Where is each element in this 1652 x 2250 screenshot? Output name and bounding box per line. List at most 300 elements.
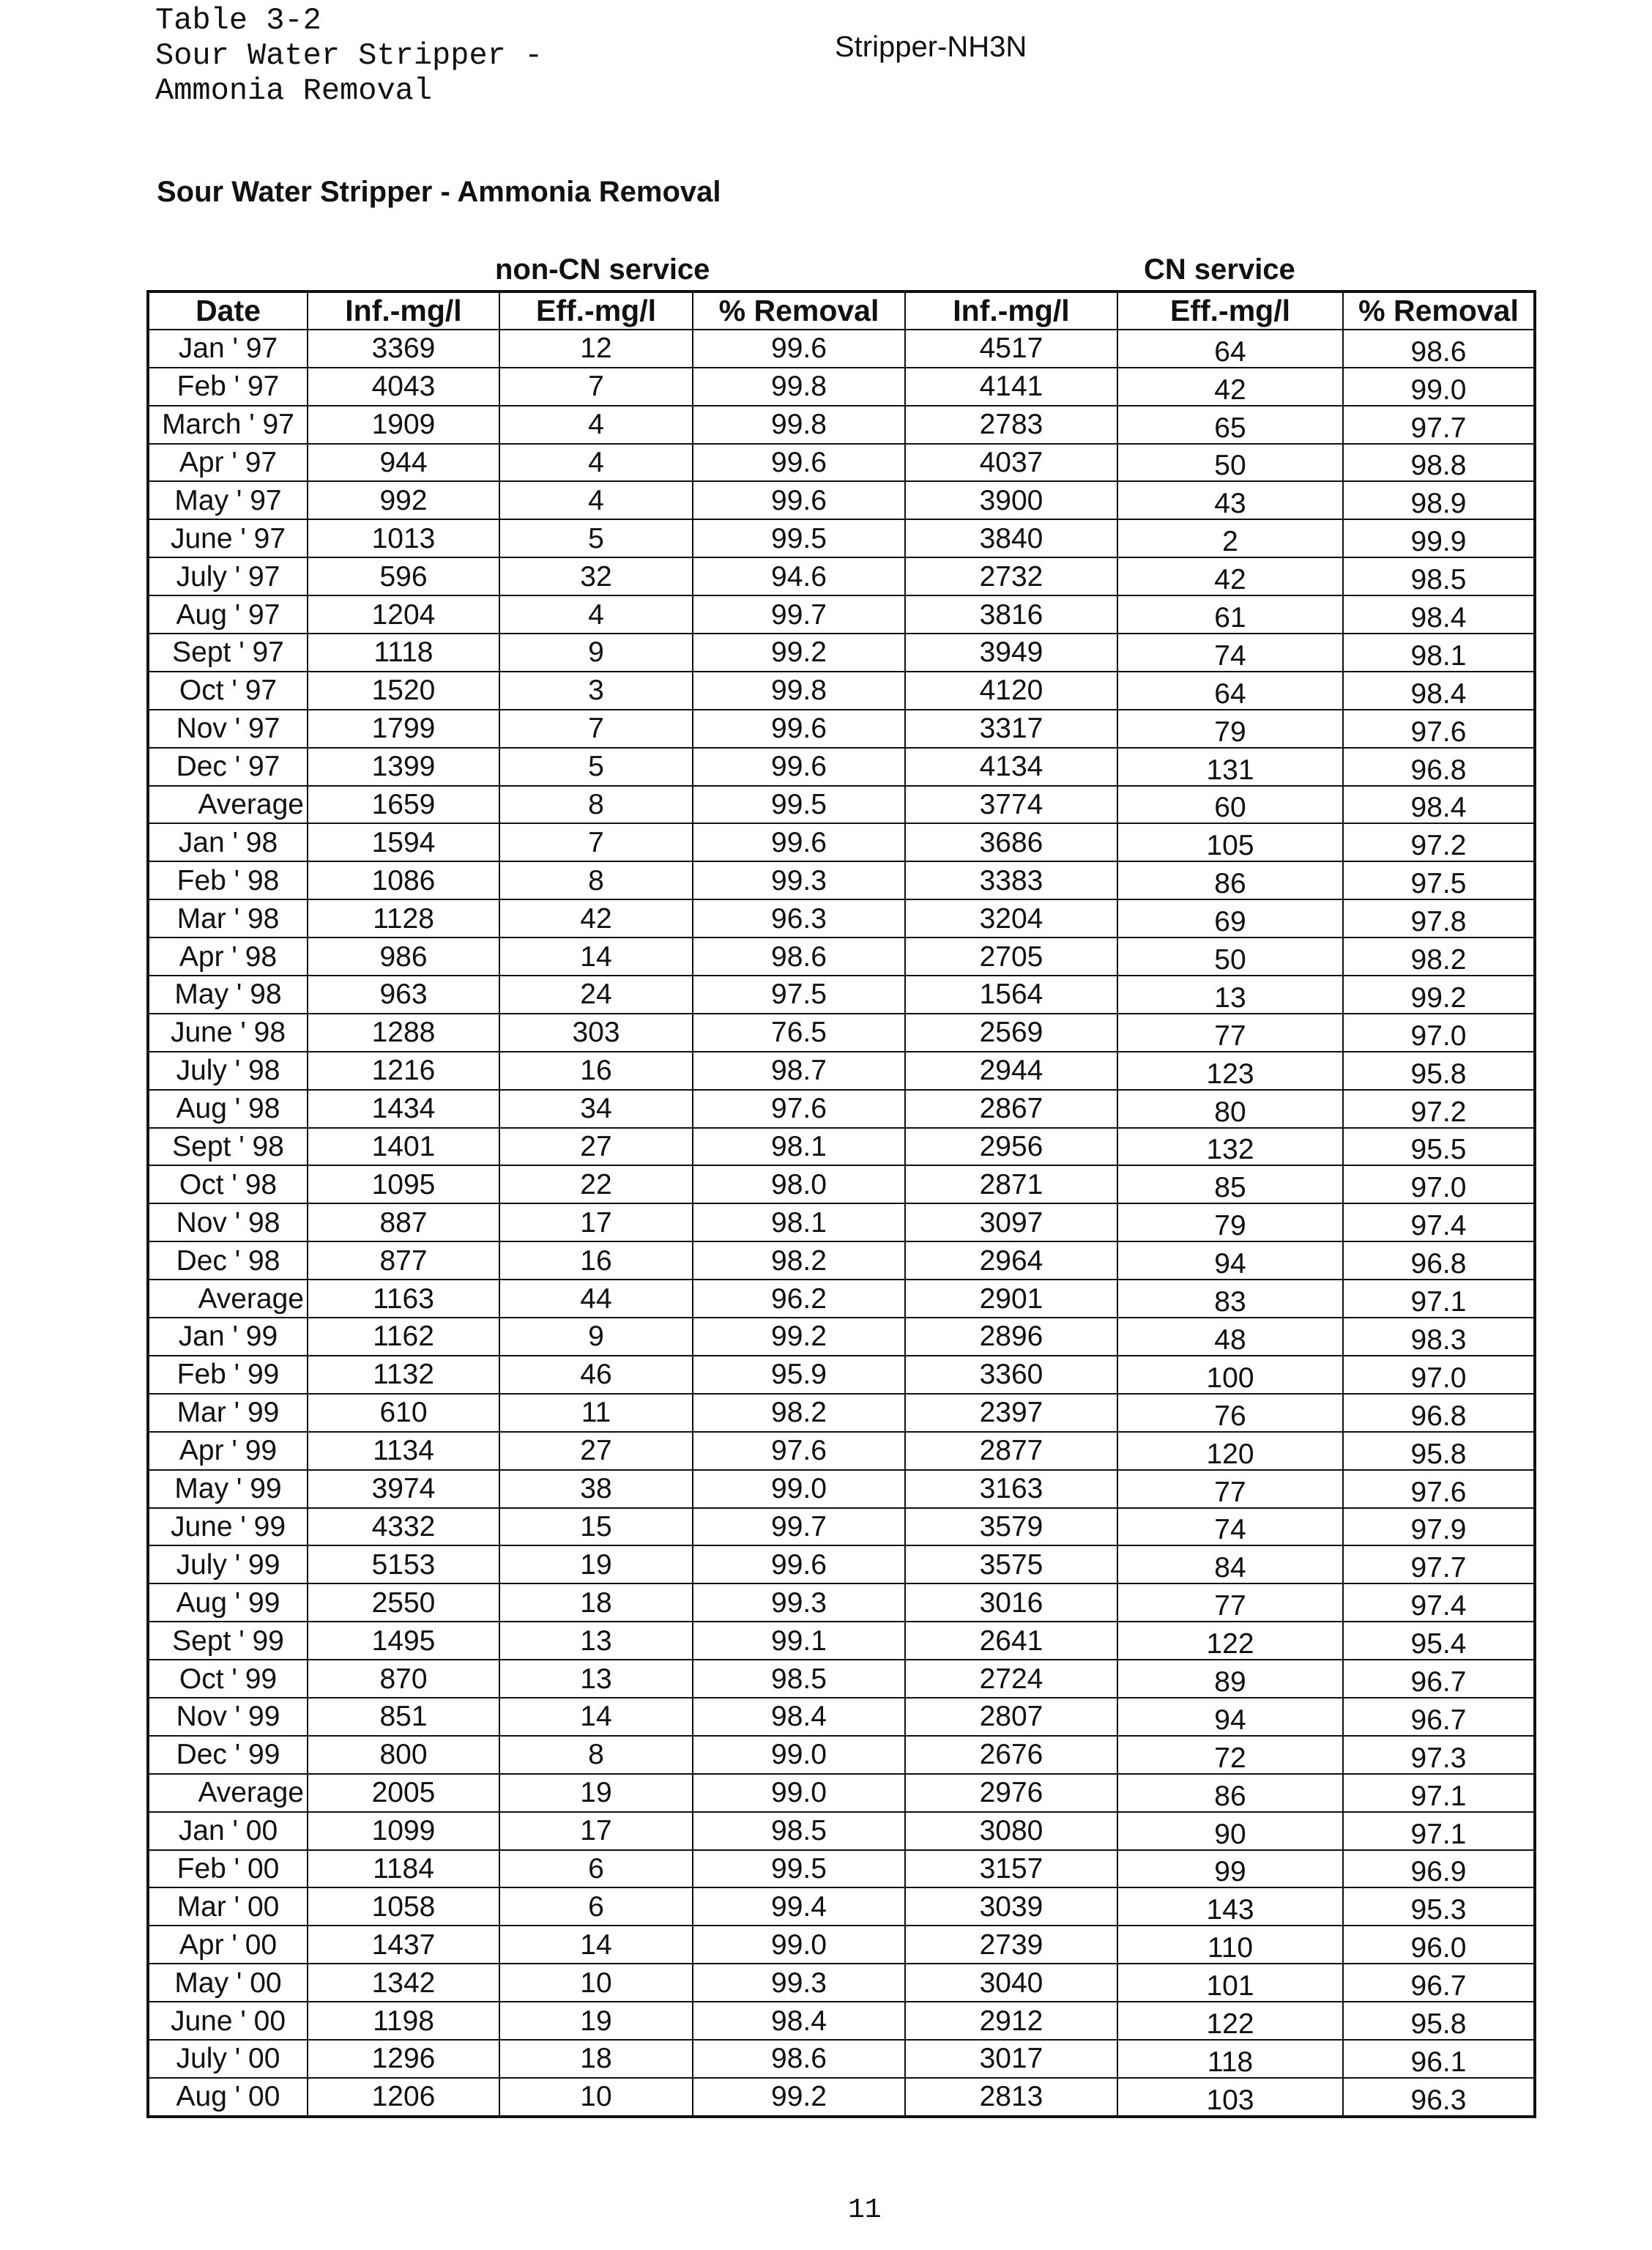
- cn-influent-cell: 3686: [905, 823, 1117, 861]
- noncn-influent-cell: 1134: [308, 1432, 499, 1470]
- noncn-effluent-cell: 8: [499, 786, 693, 824]
- header-noncn-influent: Inf.-mg/l: [308, 292, 499, 330]
- noncn-effluent-cell: 6: [499, 1850, 693, 1888]
- noncn-removal-cell: 99.0: [693, 1926, 905, 1964]
- cn-influent-cell: 3575: [905, 1545, 1117, 1583]
- cn-removal-cell: 99.2: [1343, 976, 1535, 1014]
- cn-removal-cell: 98.4: [1343, 672, 1535, 710]
- cn-effluent-cell: 69: [1117, 899, 1343, 938]
- noncn-removal-cell: 98.5: [693, 1812, 905, 1850]
- date-cell: May ' 97: [148, 481, 308, 519]
- noncn-removal-cell: 98.6: [693, 938, 905, 976]
- date-cell: May ' 98: [148, 976, 308, 1014]
- cn-effluent-cell: 118: [1117, 2040, 1343, 2078]
- table-row: [148, 1052, 1535, 1090]
- noncn-effluent-cell: 13: [499, 1660, 693, 1698]
- cn-influent-cell: 3579: [905, 1508, 1117, 1546]
- noncn-influent-cell: 851: [308, 1698, 499, 1736]
- cn-influent-cell: 3816: [905, 595, 1117, 634]
- date-cell: Aug ' 99: [148, 1583, 308, 1622]
- noncn-effluent-cell: 16: [499, 1241, 693, 1280]
- noncn-removal-cell: 98.4: [693, 1698, 905, 1736]
- date-cell: Apr ' 97: [148, 444, 308, 482]
- noncn-effluent-cell: 19: [499, 1774, 693, 1812]
- noncn-removal-cell: 99.2: [693, 2078, 905, 2117]
- noncn-effluent-cell: 42: [499, 899, 693, 938]
- table-row: [148, 1470, 1535, 1508]
- date-cell: Mar ' 99: [148, 1394, 308, 1432]
- cn-influent-cell: 2739: [905, 1926, 1117, 1964]
- cn-removal-cell: 97.9: [1343, 1508, 1535, 1546]
- cn-effluent-cell: 90: [1117, 1812, 1343, 1850]
- noncn-effluent-cell: 17: [499, 1812, 693, 1850]
- cn-influent-cell: 2901: [905, 1280, 1117, 1318]
- noncn-removal-cell: 95.9: [693, 1356, 905, 1394]
- cn-influent-cell: 2732: [905, 557, 1117, 595]
- noncn-effluent-cell: 14: [499, 938, 693, 976]
- noncn-influent-cell: 870: [308, 1660, 499, 1698]
- cn-effluent-cell: 76: [1117, 1394, 1343, 1432]
- noncn-removal-cell: 99.0: [693, 1470, 905, 1508]
- cn-removal-cell: 97.3: [1343, 1736, 1535, 1774]
- noncn-influent-cell: 887: [308, 1203, 499, 1241]
- noncn-removal-cell: 99.6: [693, 748, 905, 786]
- cn-removal-cell: 97.1: [1343, 1774, 1535, 1812]
- cn-effluent-cell: 132: [1117, 1128, 1343, 1166]
- noncn-removal-cell: 99.6: [693, 481, 905, 519]
- cn-influent-cell: 3017: [905, 2040, 1117, 2078]
- noncn-removal-cell: 97.6: [693, 1090, 905, 1128]
- noncn-influent-cell: 3369: [308, 330, 499, 368]
- cn-influent-cell: 3840: [905, 519, 1117, 557]
- noncn-influent-cell: 3974: [308, 1470, 499, 1508]
- cn-removal-cell: 96.1: [1343, 2040, 1535, 2078]
- noncn-removal-cell: 98.2: [693, 1394, 905, 1432]
- date-cell: Oct ' 97: [148, 672, 308, 710]
- noncn-effluent-cell: 4: [499, 444, 693, 482]
- noncn-removal-cell: 99.7: [693, 595, 905, 634]
- cn-effluent-cell: 13: [1117, 976, 1343, 1014]
- cn-effluent-cell: 60: [1117, 786, 1343, 824]
- table-row: [148, 368, 1535, 406]
- noncn-removal-cell: 99.0: [693, 1774, 905, 1812]
- noncn-removal-cell: 98.6: [693, 2040, 905, 2078]
- table-row: [148, 444, 1535, 482]
- cn-effluent-cell: 89: [1117, 1660, 1343, 1698]
- cn-removal-cell: 96.7: [1343, 1964, 1535, 2002]
- table-row: [148, 2078, 1535, 2117]
- date-cell: July ' 97: [148, 557, 308, 595]
- noncn-effluent-cell: 15: [499, 1508, 693, 1546]
- noncn-effluent-cell: 4: [499, 595, 693, 634]
- table-row: [148, 938, 1535, 976]
- cn-removal-cell: 95.3: [1343, 1887, 1535, 1926]
- cn-influent-cell: 2705: [905, 938, 1117, 976]
- cn-effluent-cell: 105: [1117, 823, 1343, 861]
- cn-influent-cell: 2956: [905, 1128, 1117, 1166]
- cn-influent-cell: 3774: [905, 786, 1117, 824]
- cn-influent-cell: 2944: [905, 1052, 1117, 1090]
- table-row: [148, 1128, 1535, 1166]
- noncn-effluent-cell: 19: [499, 1545, 693, 1583]
- cn-influent-cell: 3080: [905, 1812, 1117, 1850]
- table-row: [148, 1622, 1535, 1660]
- date-cell: March ' 97: [148, 406, 308, 444]
- cn-removal-cell: 95.5: [1343, 1128, 1535, 1166]
- noncn-influent-cell: 1132: [308, 1356, 499, 1394]
- cn-influent-cell: 2641: [905, 1622, 1117, 1660]
- date-cell: Feb ' 98: [148, 861, 308, 899]
- noncn-removal-cell: 99.0: [693, 1736, 905, 1774]
- cn-removal-cell: 98.9: [1343, 481, 1535, 519]
- noncn-effluent-cell: 5: [499, 519, 693, 557]
- noncn-influent-cell: 1520: [308, 672, 499, 710]
- noncn-effluent-cell: 38: [499, 1470, 693, 1508]
- noncn-influent-cell: 1086: [308, 861, 499, 899]
- noncn-effluent-cell: 13: [499, 1622, 693, 1660]
- cn-removal-cell: 98.5: [1343, 557, 1535, 595]
- cn-removal-cell: 98.8: [1343, 444, 1535, 482]
- cn-effluent-cell: 94: [1117, 1241, 1343, 1280]
- noncn-influent-cell: 1594: [308, 823, 499, 861]
- caption-line-3: Ammonia Removal: [155, 73, 433, 108]
- cn-removal-cell: 97.0: [1343, 1165, 1535, 1203]
- noncn-influent-cell: 1206: [308, 2078, 499, 2117]
- noncn-effluent-cell: 44: [499, 1280, 693, 1318]
- table-row: [148, 2002, 1535, 2040]
- noncn-effluent-cell: 11: [499, 1394, 693, 1432]
- date-cell: Feb ' 99: [148, 1356, 308, 1394]
- date-cell: May ' 00: [148, 1964, 308, 2002]
- date-cell: Jan ' 00: [148, 1812, 308, 1850]
- table-row: [148, 1736, 1535, 1774]
- cn-removal-cell: 99.0: [1343, 368, 1535, 406]
- noncn-influent-cell: 1288: [308, 1014, 499, 1052]
- table-row: [148, 595, 1535, 634]
- noncn-influent-cell: 1184: [308, 1850, 499, 1888]
- table-row: [148, 1165, 1535, 1203]
- table-row: [148, 2040, 1535, 2078]
- date-cell: July ' 00: [148, 2040, 308, 2078]
- noncn-removal-cell: 97.6: [693, 1432, 905, 1470]
- noncn-influent-cell: 877: [308, 1241, 499, 1280]
- cn-removal-cell: 97.1: [1343, 1280, 1535, 1318]
- cn-removal-cell: 97.6: [1343, 1470, 1535, 1508]
- noncn-influent-cell: 1118: [308, 634, 499, 672]
- cn-influent-cell: 3949: [905, 634, 1117, 672]
- cn-removal-cell: 95.8: [1343, 1052, 1535, 1090]
- cn-effluent-cell: 120: [1117, 1432, 1343, 1470]
- noncn-influent-cell: 1799: [308, 710, 499, 748]
- table-row: [148, 672, 1535, 710]
- cn-effluent-cell: 86: [1117, 861, 1343, 899]
- date-cell: Apr ' 00: [148, 1926, 308, 1964]
- noncn-removal-cell: 98.1: [693, 1203, 905, 1241]
- noncn-influent-cell: 1296: [308, 2040, 499, 2078]
- table-body: [148, 330, 1535, 2117]
- noncn-effluent-cell: 7: [499, 368, 693, 406]
- noncn-removal-cell: 99.3: [693, 1964, 905, 2002]
- table-row: [148, 1280, 1535, 1318]
- cn-effluent-cell: 122: [1117, 2002, 1343, 2040]
- cn-effluent-cell: 110: [1117, 1926, 1343, 1964]
- noncn-removal-cell: 99.5: [693, 786, 905, 824]
- table-row: [148, 634, 1535, 672]
- cn-effluent-cell: 85: [1117, 1165, 1343, 1203]
- table-row: [148, 1014, 1535, 1052]
- noncn-effluent-cell: 8: [499, 861, 693, 899]
- date-cell: Oct ' 98: [148, 1165, 308, 1203]
- noncn-removal-cell: 99.7: [693, 1508, 905, 1546]
- group-label-non-cn-service: non-CN service: [495, 253, 710, 286]
- date-cell: Dec ' 97: [148, 748, 308, 786]
- date-cell: Jan ' 99: [148, 1318, 308, 1356]
- cn-removal-cell: 98.3: [1343, 1318, 1535, 1356]
- cn-influent-cell: 2912: [905, 2002, 1117, 2040]
- cn-influent-cell: 3900: [905, 481, 1117, 519]
- table-row: [148, 899, 1535, 938]
- noncn-influent-cell: 1099: [308, 1812, 499, 1850]
- table-row: [148, 1090, 1535, 1128]
- header-date: Date: [148, 292, 308, 330]
- noncn-influent-cell: 1342: [308, 1964, 499, 2002]
- table-row: [148, 748, 1535, 786]
- table-row: [148, 481, 1535, 519]
- noncn-removal-cell: 99.2: [693, 634, 905, 672]
- cn-effluent-cell: 80: [1117, 1090, 1343, 1128]
- noncn-influent-cell: 1659: [308, 786, 499, 824]
- cn-effluent-cell: 84: [1117, 1545, 1343, 1583]
- noncn-removal-cell: 99.8: [693, 672, 905, 710]
- date-cell: Mar ' 00: [148, 1887, 308, 1926]
- date-cell: June ' 99: [148, 1508, 308, 1546]
- cn-effluent-cell: 50: [1117, 938, 1343, 976]
- cn-influent-cell: 3040: [905, 1964, 1117, 2002]
- cn-influent-cell: 2783: [905, 406, 1117, 444]
- cn-influent-cell: 3383: [905, 861, 1117, 899]
- header-noncn-effluent: Eff.-mg/l: [499, 292, 693, 330]
- date-cell: June ' 00: [148, 2002, 308, 2040]
- table-row: [148, 1774, 1535, 1812]
- table-row: [148, 557, 1535, 595]
- cn-effluent-cell: 2: [1117, 519, 1343, 557]
- date-cell: June ' 97: [148, 519, 308, 557]
- table-row: [148, 1545, 1535, 1583]
- date-cell: July ' 98: [148, 1052, 308, 1090]
- cn-influent-cell: 3097: [905, 1203, 1117, 1241]
- cn-removal-cell: 97.0: [1343, 1356, 1535, 1394]
- date-cell: Sept ' 97: [148, 634, 308, 672]
- date-cell: Aug ' 00: [148, 2078, 308, 2117]
- cn-effluent-cell: 61: [1117, 595, 1343, 634]
- noncn-influent-cell: 2005: [308, 1774, 499, 1812]
- noncn-influent-cell: 2550: [308, 1583, 499, 1622]
- noncn-effluent-cell: 24: [499, 976, 693, 1014]
- table-row: [148, 1356, 1535, 1394]
- date-cell: Jan ' 97: [148, 330, 308, 368]
- cn-effluent-cell: 83: [1117, 1280, 1343, 1318]
- noncn-effluent-cell: 18: [499, 1583, 693, 1622]
- cn-removal-cell: 95.4: [1343, 1622, 1535, 1660]
- noncn-removal-cell: 96.2: [693, 1280, 905, 1318]
- noncn-removal-cell: 99.3: [693, 1583, 905, 1622]
- noncn-removal-cell: 99.5: [693, 1850, 905, 1888]
- noncn-effluent-cell: 27: [499, 1128, 693, 1166]
- noncn-effluent-cell: 14: [499, 1698, 693, 1736]
- noncn-influent-cell: 1434: [308, 1090, 499, 1128]
- table-row: [148, 330, 1535, 368]
- cn-influent-cell: 1564: [905, 976, 1117, 1014]
- table-row: [148, 1850, 1535, 1888]
- cn-removal-cell: 97.4: [1343, 1583, 1535, 1622]
- noncn-removal-cell: 98.0: [693, 1165, 905, 1203]
- cn-removal-cell: 96.8: [1343, 1394, 1535, 1432]
- noncn-removal-cell: 98.5: [693, 1660, 905, 1698]
- table-row: [148, 1203, 1535, 1241]
- cn-effluent-cell: 64: [1117, 330, 1343, 368]
- noncn-effluent-cell: 19: [499, 2002, 693, 2040]
- noncn-effluent-cell: 7: [499, 823, 693, 861]
- noncn-removal-cell: 99.6: [693, 1545, 905, 1583]
- table-caption: [155, 3, 543, 108]
- date-cell: Sept ' 98: [148, 1128, 308, 1166]
- cn-influent-cell: 2964: [905, 1241, 1117, 1280]
- cn-removal-cell: 98.6: [1343, 330, 1535, 368]
- cn-influent-cell: 4141: [905, 368, 1117, 406]
- noncn-removal-cell: 99.6: [693, 823, 905, 861]
- cn-effluent-cell: 77: [1117, 1470, 1343, 1508]
- noncn-effluent-cell: 18: [499, 2040, 693, 2078]
- date-cell: Average: [148, 1774, 308, 1812]
- noncn-influent-cell: 1437: [308, 1926, 499, 1964]
- noncn-influent-cell: 596: [308, 557, 499, 595]
- noncn-removal-cell: 99.6: [693, 444, 905, 482]
- cn-influent-cell: 3016: [905, 1583, 1117, 1622]
- noncn-removal-cell: 99.3: [693, 861, 905, 899]
- noncn-influent-cell: 1095: [308, 1165, 499, 1203]
- cn-removal-cell: 97.5: [1343, 861, 1535, 899]
- cn-influent-cell: 4037: [905, 444, 1117, 482]
- cn-influent-cell: 2807: [905, 1698, 1117, 1736]
- date-cell: Apr ' 98: [148, 938, 308, 976]
- cn-removal-cell: 97.8: [1343, 899, 1535, 938]
- noncn-influent-cell: 4043: [308, 368, 499, 406]
- noncn-influent-cell: 1162: [308, 1318, 499, 1356]
- cn-effluent-cell: 65: [1117, 406, 1343, 444]
- cn-influent-cell: 4517: [905, 330, 1117, 368]
- cn-influent-cell: 2397: [905, 1394, 1117, 1432]
- noncn-influent-cell: 1399: [308, 748, 499, 786]
- caption-line-2: Sour Water Stripper -: [155, 38, 543, 73]
- table-row: [148, 1318, 1535, 1356]
- noncn-removal-cell: 98.2: [693, 1241, 905, 1280]
- table-row: [148, 1926, 1535, 1964]
- date-cell: May ' 99: [148, 1470, 308, 1508]
- noncn-influent-cell: 1216: [308, 1052, 499, 1090]
- date-cell: Sept ' 99: [148, 1622, 308, 1660]
- noncn-effluent-cell: 10: [499, 1964, 693, 2002]
- noncn-effluent-cell: 46: [499, 1356, 693, 1394]
- header-noncn-removal: % Removal: [693, 292, 905, 330]
- table-row: [148, 1660, 1535, 1698]
- noncn-influent-cell: 1128: [308, 899, 499, 938]
- noncn-removal-cell: 99.8: [693, 368, 905, 406]
- date-cell: Dec ' 98: [148, 1241, 308, 1280]
- cn-influent-cell: 2724: [905, 1660, 1117, 1698]
- date-cell: Nov ' 99: [148, 1698, 308, 1736]
- noncn-removal-cell: 99.2: [693, 1318, 905, 1356]
- table-row: [148, 1241, 1535, 1280]
- noncn-effluent-cell: 22: [499, 1165, 693, 1203]
- cn-influent-cell: 3163: [905, 1470, 1117, 1508]
- cn-effluent-cell: 48: [1117, 1318, 1343, 1356]
- cn-removal-cell: 96.0: [1343, 1926, 1535, 1964]
- noncn-influent-cell: 963: [308, 976, 499, 1014]
- noncn-influent-cell: 5153: [308, 1545, 499, 1583]
- noncn-effluent-cell: 3: [499, 672, 693, 710]
- noncn-removal-cell: 99.4: [693, 1887, 905, 1926]
- cn-influent-cell: 3360: [905, 1356, 1117, 1394]
- cn-effluent-cell: 103: [1117, 2078, 1343, 2117]
- cn-influent-cell: 2896: [905, 1318, 1117, 1356]
- date-cell: June ' 98: [148, 1014, 308, 1052]
- cn-influent-cell: 4120: [905, 672, 1117, 710]
- noncn-influent-cell: 1163: [308, 1280, 499, 1318]
- noncn-removal-cell: 99.5: [693, 519, 905, 557]
- noncn-effluent-cell: 14: [499, 1926, 693, 1964]
- noncn-influent-cell: 1013: [308, 519, 499, 557]
- cn-removal-cell: 97.1: [1343, 1812, 1535, 1850]
- date-cell: Nov ' 98: [148, 1203, 308, 1241]
- table-row: [148, 786, 1535, 824]
- cn-influent-cell: 2813: [905, 2078, 1117, 2117]
- noncn-influent-cell: 944: [308, 444, 499, 482]
- cn-influent-cell: 2867: [905, 1090, 1117, 1128]
- cn-removal-cell: 98.2: [1343, 938, 1535, 976]
- table-row: [148, 1698, 1535, 1736]
- date-cell: Nov ' 97: [148, 710, 308, 748]
- noncn-effluent-cell: 303: [499, 1014, 693, 1052]
- table-row: [148, 976, 1535, 1014]
- date-cell: Apr ' 99: [148, 1432, 308, 1470]
- noncn-removal-cell: 98.1: [693, 1128, 905, 1166]
- noncn-removal-cell: 98.4: [693, 2002, 905, 2040]
- noncn-effluent-cell: 9: [499, 1318, 693, 1356]
- cn-effluent-cell: 79: [1117, 710, 1343, 748]
- cn-effluent-cell: 42: [1117, 557, 1343, 595]
- cn-effluent-cell: 72: [1117, 1736, 1343, 1774]
- noncn-removal-cell: 99.6: [693, 710, 905, 748]
- table-row: [148, 406, 1535, 444]
- noncn-removal-cell: 98.7: [693, 1052, 905, 1090]
- table-row: [148, 1508, 1535, 1546]
- caption-line-1: Table 3-2: [155, 3, 321, 38]
- header-cn-removal: % Removal: [1343, 292, 1535, 330]
- cn-effluent-cell: 64: [1117, 672, 1343, 710]
- noncn-removal-cell: 76.5: [693, 1014, 905, 1052]
- cn-removal-cell: 98.4: [1343, 786, 1535, 824]
- cn-effluent-cell: 122: [1117, 1622, 1343, 1660]
- noncn-influent-cell: 1058: [308, 1887, 499, 1926]
- noncn-removal-cell: 97.5: [693, 976, 905, 1014]
- table-row: [148, 1432, 1535, 1470]
- date-cell: Average: [148, 1280, 308, 1318]
- date-cell: Feb ' 97: [148, 368, 308, 406]
- noncn-effluent-cell: 16: [499, 1052, 693, 1090]
- cn-influent-cell: 3204: [905, 899, 1117, 938]
- cn-effluent-cell: 131: [1117, 748, 1343, 786]
- cn-effluent-cell: 42: [1117, 368, 1343, 406]
